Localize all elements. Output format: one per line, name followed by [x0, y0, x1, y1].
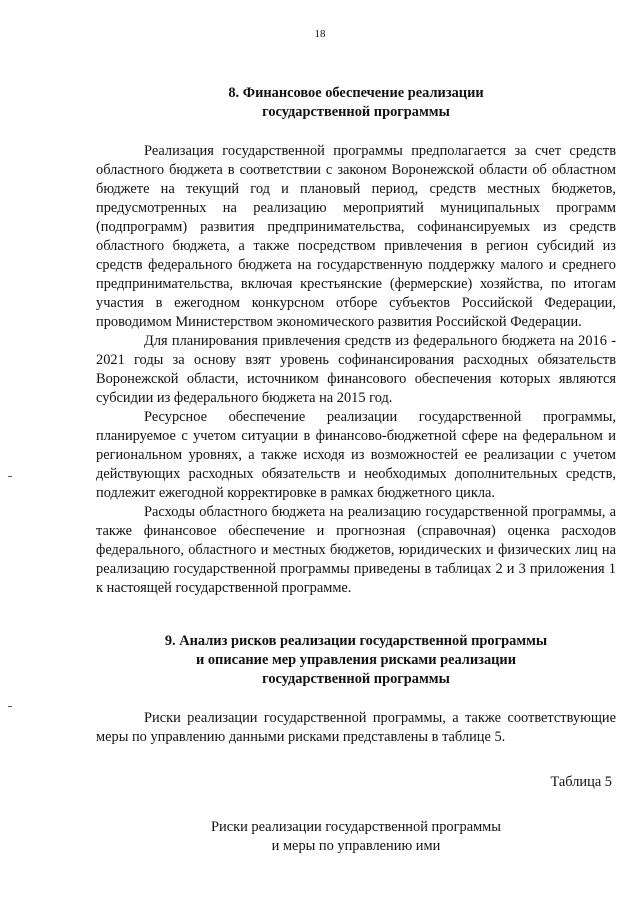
heading-line: 9. Анализ рисков реализации государственной программы	[164, 633, 548, 649]
paragraph: Расходы областного бюджета на реализацию государственной программы, а также финансовое обеспечение и прогнозная (справочная) оценка расходов федерального, областного и местных бюджетов, юридических и физических лиц на реализацию государственной программы приведены в таблицах 2 и 3 приложения 1 к настоящей государственной программе.	[96, 504, 616, 596]
paragraph: Реализация государственной программы предполагается за счет средств областного бюджета в соответствии с законом Воронежской области об областном бюджете на текущий год и плановый период, средств местных бюджетов, предусмотренных на реализацию мероприятий муниципальных программ (подпрограмм) развития предпринимательства, софинансируемых из средств областного бюджета, а также посредством привлечения в регион субсидий из средств федерального бюджета на государственную поддержку малого и среднего предпринимательства, включая крестьянские (фермерские) хозяйства, по итогам участия в ежегодном конкурсном отборе субъектов Российской Федерации, проводимом Министерством экономического развития Российской Федерации.	[96, 143, 616, 330]
paragraph: Для планирования привлечения средств из федерального бюджета на 2016 - 2021 годы за основу взят уровень софинансирования расходных обязательств Воронежской области, источником финансового обеспечения которых являются субсидии из федерального бюджета на 2015 год.	[96, 333, 616, 406]
heading-line: 8. Финансовое обеспечение реализации	[228, 85, 484, 101]
section-9-text	[96, 709, 616, 747]
table-caption	[96, 818, 616, 856]
paragraph: Ресурсное обеспечение реализации государственной программы, планируемое с учетом ситуации в финансово-бюджетной сфере на федеральном и региональном уровнях, а также исходя из возможностей ее реализации с учетом действующих расходных обязательств и необходимых дополнительных средств, подлежит ежегодной корректировке в рамках бюджетного цикла.	[96, 409, 616, 501]
table-label: Таблица 5	[550, 774, 612, 790]
caption-line: и меры по управлению ими	[271, 838, 441, 854]
section-9-heading	[96, 632, 616, 689]
heading-line: государственной программы	[262, 671, 450, 687]
heading-line: государственной программы	[262, 104, 450, 120]
document-body	[96, 84, 616, 856]
margin-mark	[8, 706, 12, 707]
page-number: 18	[314, 28, 326, 40]
section-8-text	[96, 142, 616, 598]
caption-line: Риски реализации государственной программы	[211, 819, 501, 835]
heading-line: и описание мер управления рисками реализации	[195, 652, 517, 668]
section-8-heading	[96, 84, 616, 122]
margin-mark	[8, 476, 12, 477]
paragraph: Риски реализации государственной программы, а также соответствующие меры по управлению данными рисками представлены в таблице 5.	[96, 710, 616, 745]
